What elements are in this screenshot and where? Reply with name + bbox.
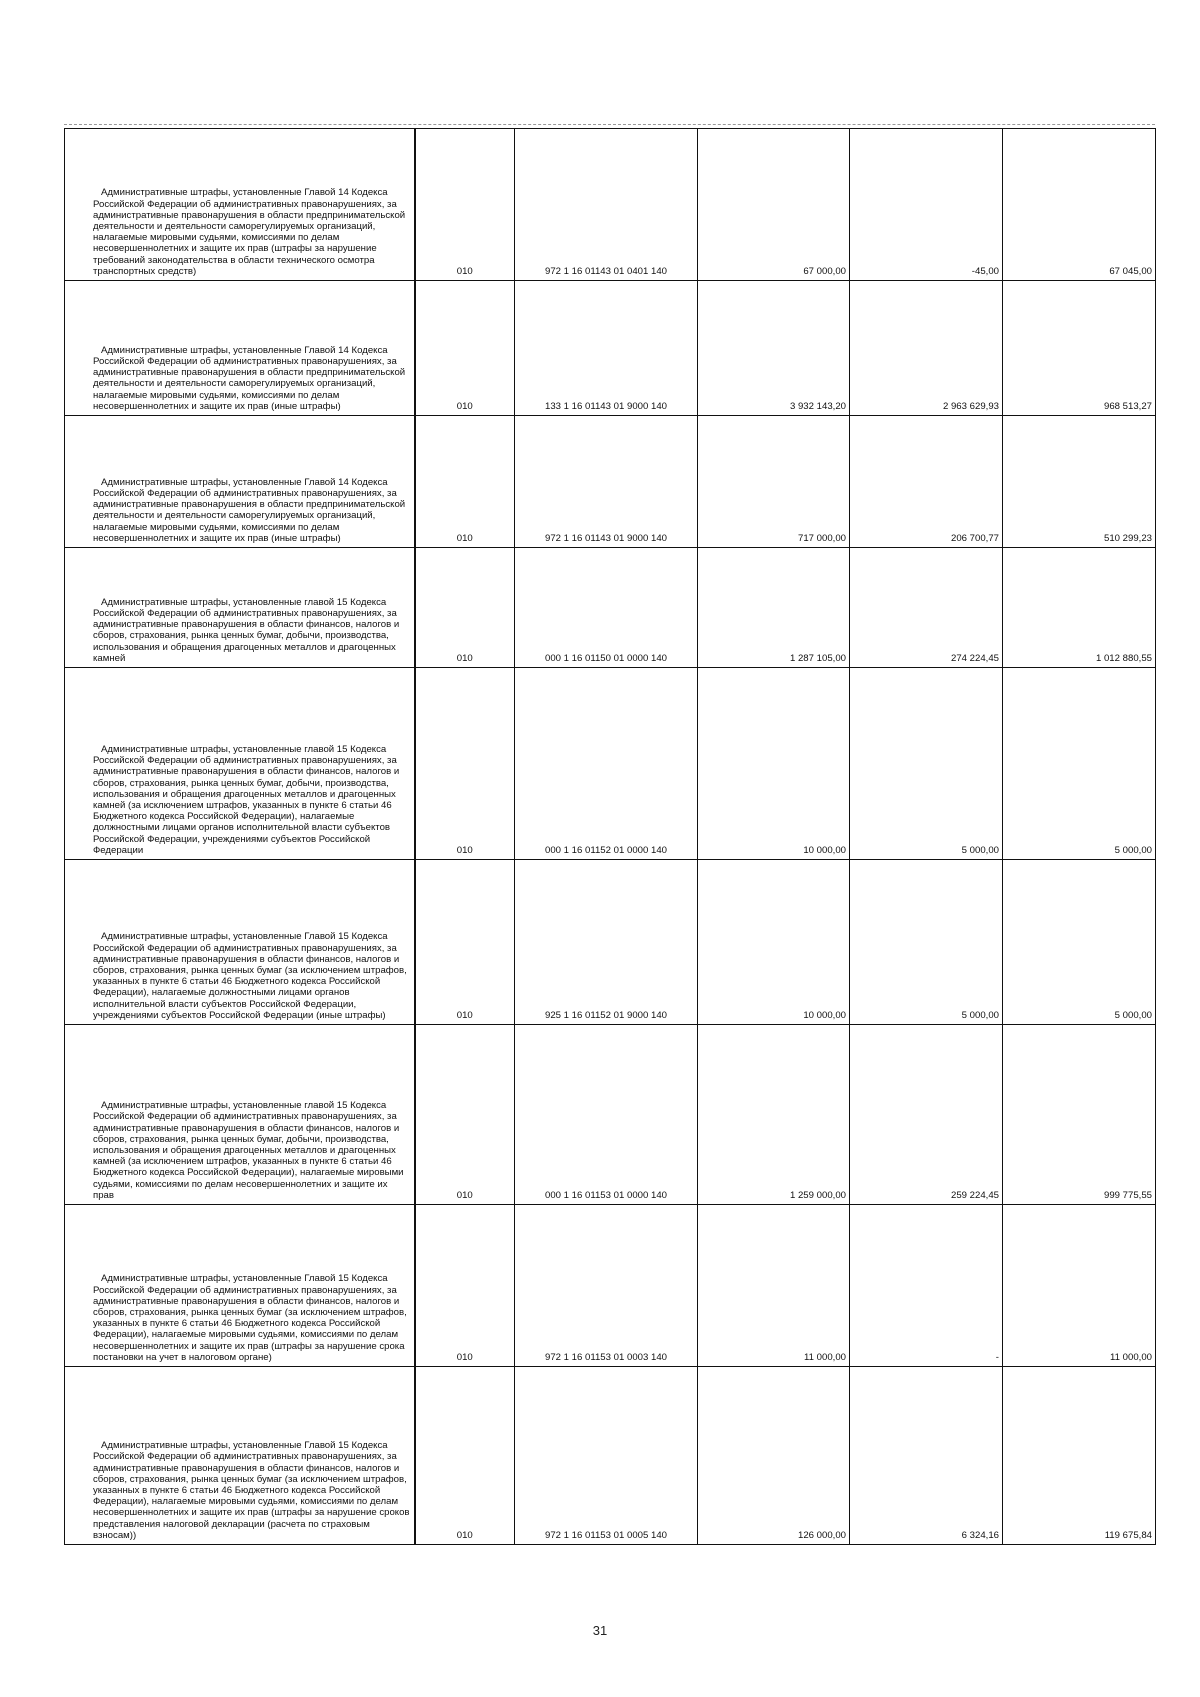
row-name: Административные штрафы, установленные Главой 15 Кодекса Российской Федерации об административных правонарушениях, за административные правонарушения в области финансов, налогов и сборов, страхования, рынка ценных бумаг (за исключением штрафов, указанных в пункте 6 статьи 46 Бюджетного кодекса Российской Федерации), налагаемые должностными лицами органов исполнительной власти субъектов Российской Федерации, учреждениями субъектов Российской Федерации (иные штрафы) [65, 860, 415, 1025]
row-name: Административные штрафы, установленные Главой 14 Кодекса Российской Федерации об административных правонарушениях, за административные правонарушения в области предпринимательской деятельности и деятельности саморегулируемых организаций, налагаемые мировыми судьями, комиссиями по делам несовершеннолетних и защите их прав (иные штрафы) [65, 416, 415, 548]
row-unexecuted: 67 045,00 [1003, 129, 1156, 281]
revenue-table [64, 128, 1156, 1545]
table-row [65, 129, 1156, 281]
row-kbk: 972 1 16 01153 01 0003 140 [515, 1205, 698, 1367]
row-code: 010 [415, 668, 515, 860]
row-executed: 2 963 629,93 [850, 281, 1003, 416]
table-row [65, 1367, 1156, 1545]
row-approved: 1 287 105,00 [698, 548, 850, 668]
row-code: 010 [415, 548, 515, 668]
row-executed: -45,00 [850, 129, 1003, 281]
row-kbk: 972 1 16 01153 01 0005 140 [515, 1367, 698, 1545]
row-code: 010 [415, 281, 515, 416]
row-code: 010 [415, 129, 515, 281]
row-executed: 259 224,45 [850, 1025, 1003, 1205]
row-unexecuted: 968 513,27 [1003, 281, 1156, 416]
row-unexecuted: 5 000,00 [1003, 668, 1156, 860]
row-executed: 206 700,77 [850, 416, 1003, 548]
row-unexecuted: 5 000,00 [1003, 860, 1156, 1025]
row-approved: 126 000,00 [698, 1367, 850, 1545]
row-approved: 1 259 000,00 [698, 1025, 850, 1205]
row-executed: - [850, 1205, 1003, 1367]
row-executed: 6 324,16 [850, 1367, 1003, 1545]
table-row [65, 1025, 1156, 1205]
row-code: 010 [415, 416, 515, 548]
row-kbk: 972 1 16 01143 01 9000 140 [515, 416, 698, 548]
row-code: 010 [415, 1025, 515, 1205]
table-row [65, 281, 1156, 416]
row-unexecuted: 119 675,84 [1003, 1367, 1156, 1545]
row-executed: 274 224,45 [850, 548, 1003, 668]
row-name: Административные штрафы, установленные Главой 14 Кодекса Российской Федерации об административных правонарушениях, за административные правонарушения в области предпринимательской деятельности и деятельности саморегулируемых организаций, налагаемые мировыми судьями, комиссиями по делам несовершеннолетних и защите их прав (иные штрафы) [65, 281, 415, 416]
row-approved: 717 000,00 [698, 416, 850, 548]
table-row [65, 668, 1156, 860]
row-kbk: 925 1 16 01152 01 9000 140 [515, 860, 698, 1025]
row-unexecuted: 510 299,23 [1003, 416, 1156, 548]
row-name: Административные штрафы, установленные главой 15 Кодекса Российской Федерации об административных правонарушениях, за административные правонарушения в области финансов, налогов и сборов, страхования, рынка ценных бумаг, добычи, производства, использования и обращения драгоценных металлов и драгоценных камней [65, 548, 415, 668]
row-approved: 11 000,00 [698, 1205, 850, 1367]
top-rule [64, 124, 1155, 125]
row-unexecuted: 1 012 880,55 [1003, 548, 1156, 668]
row-executed: 5 000,00 [850, 860, 1003, 1025]
row-code: 010 [415, 1205, 515, 1367]
table-row [65, 1205, 1156, 1367]
row-name: Административные штрафы, установленные главой 15 Кодекса Российской Федерации об административных правонарушениях, за административные правонарушения в области финансов, налогов и сборов, страхования, рынка ценных бумаг, добычи, производства, использования и обращения драгоценных металлов и драгоценных камней (за исключением штрафов, указанных в пункте 6 статьи 46 Бюджетного кодекса Российской Федерации), налагаемые должностными лицами органов исполнительной власти субъектов Российской Федерации, учреждениями субъектов Российской Федерации [65, 668, 415, 860]
table-row [65, 548, 1156, 668]
row-executed: 5 000,00 [850, 668, 1003, 860]
row-name: Административные штрафы, установленные Главой 15 Кодекса Российской Федерации об административных правонарушениях, за административные правонарушения в области финансов, налогов и сборов, страхования, рынка ценных бумаг (за исключением штрафов, указанных в пункте 6 статьи 46 Бюджетного кодекса Российской Федерации), налагаемые мировыми судьями, комиссиями по делам несовершеннолетних и защите их прав (штрафы за нарушение срока постановки на учет в налоговом органе) [65, 1205, 415, 1367]
row-name: Административные штрафы, установленные Главой 15 Кодекса Российской Федерации об административных правонарушениях, за административные правонарушения в области финансов, налогов и сборов, страхования, рынка ценных бумаг (за исключением штрафов, указанных в пункте 6 статьи 46 Бюджетного кодекса Российской Федерации), налагаемые мировыми судьями, комиссиями по делам несовершеннолетних и защите их прав (штрафы за нарушение сроков представления налоговой декларации (расчета по страховым взносам)) [65, 1367, 415, 1545]
row-code: 010 [415, 860, 515, 1025]
row-kbk: 000 1 16 01150 01 0000 140 [515, 548, 698, 668]
row-kbk: 972 1 16 01143 01 0401 140 [515, 129, 698, 281]
row-unexecuted: 11 000,00 [1003, 1205, 1156, 1367]
row-code: 010 [415, 1367, 515, 1545]
row-approved: 10 000,00 [698, 860, 850, 1025]
row-kbk: 000 1 16 01152 01 0000 140 [515, 668, 698, 860]
row-unexecuted: 999 775,55 [1003, 1025, 1156, 1205]
row-name: Административные штрафы, установленные главой 15 Кодекса Российской Федерации об административных правонарушениях, за административные правонарушения в области финансов, налогов и сборов, страхования, рынка ценных бумаг, добычи, производства, использования и обращения драгоценных металлов и драгоценных камней (за исключением штрафов, указанных в пункте 6 статьи 46 Бюджетного кодекса Российской Федерации), налагаемые мировыми судьями, комиссиями по делам несовершеннолетних и защите их прав [65, 1025, 415, 1205]
table-row [65, 416, 1156, 548]
table-row [65, 860, 1156, 1025]
row-approved: 3 932 143,20 [698, 281, 850, 416]
row-approved: 67 000,00 [698, 129, 850, 281]
row-name: Административные штрафы, установленные Главой 14 Кодекса Российской Федерации об административных правонарушениях, за административные правонарушения в области предпринимательской деятельности и деятельности саморегулируемых организаций, налагаемые мировыми судьями, комиссиями по делам несовершеннолетних и защите их прав (штрафы за нарушение требований законодательства в области технического осмотра транспортных средств) [65, 129, 415, 281]
page-number: 31 [592, 1623, 608, 1638]
row-kbk: 000 1 16 01153 01 0000 140 [515, 1025, 698, 1205]
row-kbk: 133 1 16 01143 01 9000 140 [515, 281, 698, 416]
row-approved: 10 000,00 [698, 668, 850, 860]
